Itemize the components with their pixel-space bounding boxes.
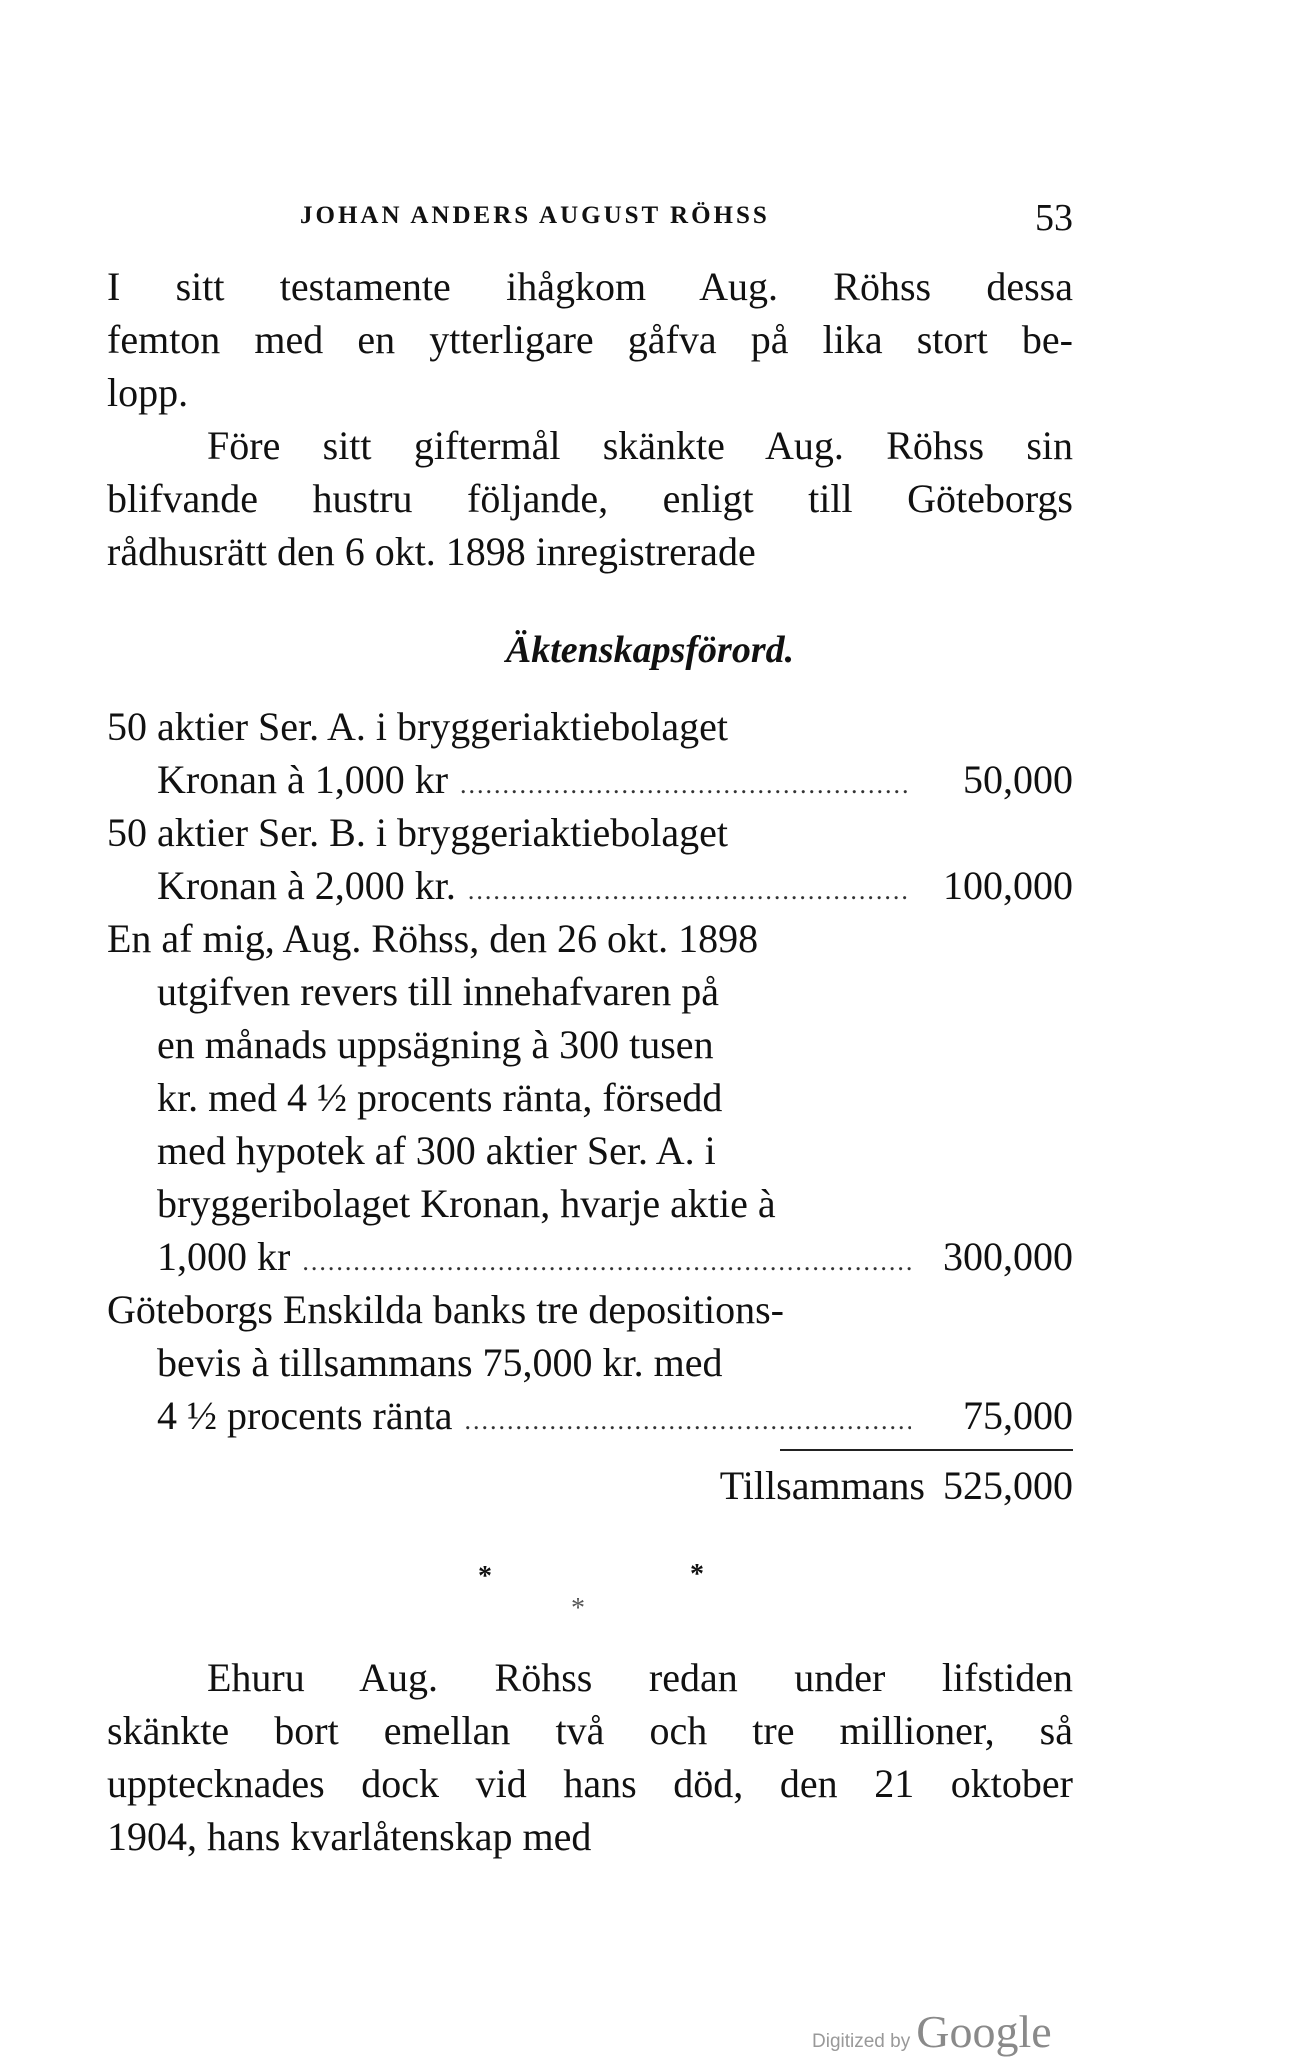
ledger-amount: 75,000 <box>963 1393 1073 1438</box>
ledger-line-text: Kronan à 2,000 kr. <box>157 863 456 908</box>
ledger-line: bevis à tillsammans 75,000 kr. med <box>157 1340 723 1385</box>
paragraph-estate <box>107 1651 1073 1863</box>
ledger-line: en månads uppsägning à 300 tusen <box>157 1022 714 1067</box>
page-number: 53 <box>1035 197 1073 239</box>
ledger-line: Göteborgs Enskilda banks tre depositions- <box>107 1287 784 1332</box>
text-line: lopp. <box>107 370 189 415</box>
section-heading: Äktenskapsförord. <box>505 629 795 671</box>
ledger <box>107 700 1073 1442</box>
ledger-amount: 100,000 <box>943 863 1073 908</box>
ledger-entry <box>107 806 1073 912</box>
ledger-amount: 50,000 <box>963 757 1073 802</box>
ledger-total <box>702 1462 1073 1509</box>
ledger-line: En af mig, Aug. Röhss, den 26 okt. 1898 <box>107 916 759 961</box>
ledger-line: med hypotek af 300 aktier Ser. A. i <box>157 1128 716 1173</box>
paragraph-testament <box>107 260 1073 578</box>
watermark-prefix: Digitized by <box>812 2031 911 2052</box>
ledger-amount-line <box>107 1230 1073 1283</box>
ledger-amount-line <box>107 1389 1073 1442</box>
ledger-line: utgifven revers till innehafvaren på <box>157 969 719 1014</box>
text-line: femton med en ytterligare gåfva på lika stort be- <box>107 317 1073 362</box>
text-line: Före sitt giftermål skänkte Aug. Röhss sin <box>207 423 1073 468</box>
asterisk-icon: * <box>478 1561 492 1592</box>
ledger-amount-line <box>107 859 1073 912</box>
ledger-line-text: Kronan à 1,000 kr <box>157 757 449 802</box>
ledger-line: bryggeribolaget Kronan, hvarje aktie à <box>157 1181 776 1226</box>
ledger-line: 50 aktier Ser. B. i bryggeriaktiebolaget <box>107 810 728 855</box>
google-logo: Google <box>916 2006 1052 2057</box>
ledger-line-text: 1,000 kr <box>157 1234 291 1279</box>
sum-rule <box>780 1449 1073 1451</box>
dot-leader <box>468 864 911 917</box>
asterisk-icon: * <box>571 1593 585 1624</box>
dot-leader <box>464 1394 911 1447</box>
text-line: blifvande hustru följande, enligt till Göteborgs <box>107 476 1073 521</box>
ledger-amount: 300,000 <box>943 1234 1073 1279</box>
ledger-entry <box>107 912 1073 1283</box>
running-title: JOHAN ANDERS AUGUST RÖHSS <box>300 202 770 229</box>
ledger-entry <box>107 700 1073 806</box>
running-head <box>300 196 1073 239</box>
dot-leader <box>460 758 911 811</box>
text-line: upptecknades dock vid hans död, den 21 oktober <box>107 1761 1073 1806</box>
text-line: I sitt testamente ihågkom Aug. Röhss dessa <box>107 264 1073 309</box>
ledger-line: 50 aktier Ser. A. i bryggeriaktiebolaget <box>107 704 728 749</box>
ledger-line-text: 4 ½ procents ränta <box>157 1393 453 1438</box>
ledger-entry <box>107 1283 1073 1442</box>
digitization-watermark <box>812 2005 1052 2058</box>
section-separator <box>0 1555 1300 1635</box>
text-line: Ehuru Aug. Röhss redan under lifstiden <box>207 1655 1073 1700</box>
text-line: rådhusrätt den 6 okt. 1898 inregistrerade <box>107 529 756 574</box>
text-line: skänkte bort emellan två och tre millioner, så <box>107 1708 1073 1753</box>
ledger-amount-line <box>107 753 1073 806</box>
total-amount: 525,000 <box>943 1463 1073 1508</box>
text-line: 1904, hans kvarlåtenskap med <box>107 1814 592 1859</box>
ledger-line: kr. med 4 ½ procents ränta, försedd <box>157 1075 723 1120</box>
asterisk-icon: * <box>690 1559 704 1590</box>
dot-leader <box>302 1235 911 1288</box>
total-label: Tillsammans <box>719 1463 925 1508</box>
